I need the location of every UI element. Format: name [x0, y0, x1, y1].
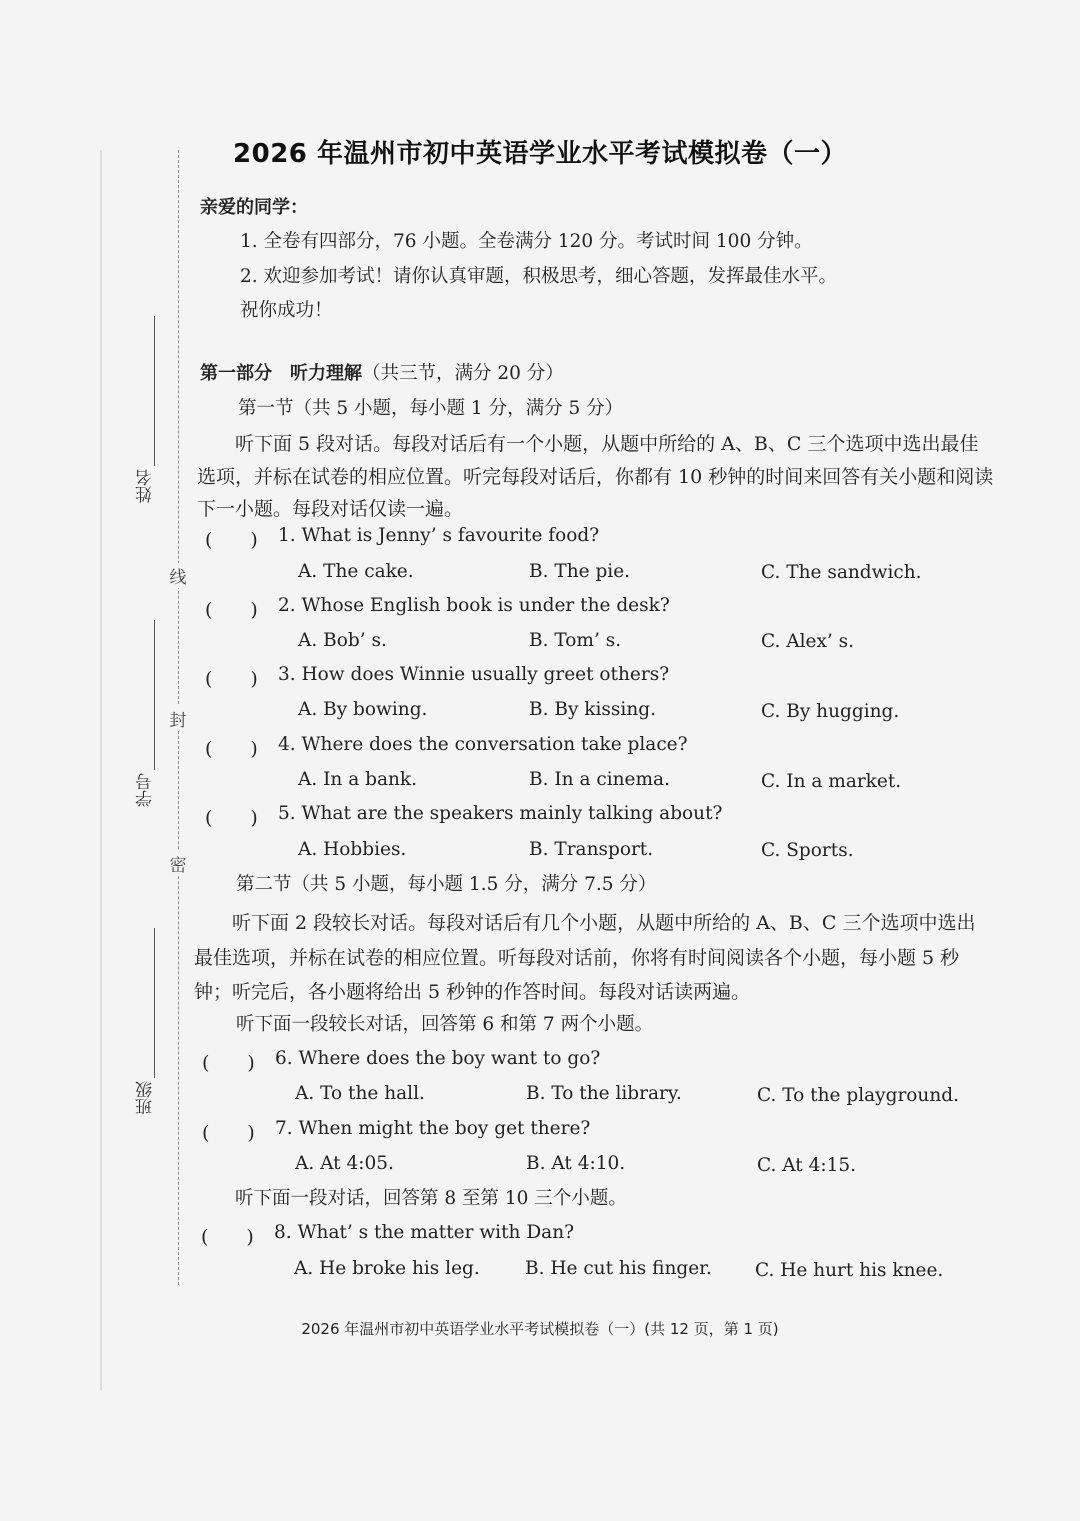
intro-line-3: 祝你成功！	[240, 300, 333, 321]
part1-heading-note: （共三节，满分 20 分）	[362, 363, 564, 384]
q2-option-a: A. Bob’ s.	[298, 630, 387, 651]
greeting: 亲爱的同学：	[200, 197, 308, 218]
answer-paren-8[interactable]: ( )	[201, 1226, 254, 1248]
q6-option-a: A. To the hall.	[295, 1083, 425, 1104]
q1-option-a: A. The cake.	[298, 561, 414, 582]
section2-title: 第二节（共 5 小题，每小题 1.5 分，满分 7.5 分）	[236, 874, 657, 895]
part1-heading-row	[200, 362, 564, 386]
q1-option-c: C. The sandwich.	[761, 562, 922, 583]
q8-option-b: B. He cut his finger.	[525, 1258, 712, 1279]
q3-option-c: C. By hugging.	[761, 701, 900, 722]
gutter-mark-line: 线	[168, 563, 188, 588]
q7-option-b: B. At 4:10.	[526, 1153, 626, 1174]
exam-title: 2026 年温州市初中英语学业水平考试模拟卷（一）	[233, 139, 847, 169]
q5-option-b: B. Transport.	[529, 839, 654, 860]
question-2: 2. Whose English book is under the desk?	[278, 595, 670, 616]
question-8: 8. What’ s the matter with Dan?	[274, 1222, 575, 1243]
dialog2-intro: 听下面一段对话，回答第 8 至第 10 三个小题。	[235, 1188, 627, 1209]
answer-paren-4[interactable]: ( )	[205, 738, 258, 760]
question-5: 5. What are the speakers mainly talking about?	[278, 803, 723, 824]
part1-heading: 第一部分 听力理解	[200, 363, 362, 384]
q6-option-b: B. To the library.	[526, 1083, 682, 1104]
q1-option-b: B. The pie.	[529, 561, 631, 582]
class-blank-line	[154, 928, 155, 1078]
section1-title: 第一节（共 5 小题，每小题 1 分，满分 5 分）	[238, 398, 624, 419]
name-blank-line	[154, 316, 155, 466]
question-6: 6. Where does the boy want to go?	[275, 1048, 601, 1069]
answer-paren-5[interactable]: ( )	[205, 807, 258, 829]
q3-option-a: A. By bowing.	[298, 699, 428, 720]
question-3: 3. How does Winnie usually greet others?	[278, 664, 670, 685]
intro-line-2: 2. 欢迎参加考试！请你认真审题，积极思考，细心答题，发挥最佳水平。	[240, 266, 838, 287]
class-label: 班级	[136, 1081, 156, 1115]
answer-paren-6[interactable]: ( )	[202, 1052, 255, 1074]
name-label: 姓名	[136, 469, 156, 503]
student-id-blank-line	[154, 620, 155, 770]
q5-option-c: C. Sports.	[761, 840, 854, 861]
q8-option-c: C. He hurt his knee.	[755, 1260, 944, 1281]
q4-option-a: A. In a bank.	[298, 769, 418, 790]
section2-instructions: 听下面 2 段较长对话。每段对话后有几个小题，从题中所给的 A、B、C 三个选项中选出最佳选项，并标在试卷的相应位置。听每段对话前，你将有时间阅读各个小题，每小题 5 秒钟；听完后，各小题将给出 5 秒钟的作答时间。每段对话读两遍。	[194, 912, 976, 1003]
q2-option-c: C. Alex’ s.	[761, 631, 855, 652]
q5-option-a: A. Hobbies.	[298, 839, 407, 860]
answer-paren-3[interactable]: ( )	[205, 668, 258, 690]
q2-option-b: B. Tom’ s.	[529, 630, 622, 651]
gutter-mark-seal: 封	[168, 706, 188, 731]
student-id-label: 学号	[136, 773, 156, 807]
question-7: 7. When might the boy get there?	[275, 1118, 591, 1139]
q4-option-c: C. In a market.	[761, 771, 902, 792]
answer-paren-1[interactable]: ( )	[205, 529, 258, 551]
intro-line-1: 1. 全卷有四部分，76 小题。全卷满分 120 分。考试时间 100 分钟。	[240, 231, 813, 252]
q6-option-c: C. To the playground.	[757, 1085, 959, 1106]
question-4: 4. Where does the conversation take place?	[278, 734, 688, 755]
question-1: 1. What is Jenny’ s favourite food?	[278, 525, 600, 546]
answer-paren-7[interactable]: ( )	[202, 1122, 255, 1144]
q7-option-c: C. At 4:15.	[757, 1155, 857, 1176]
gutter-mark-secret: 密	[168, 851, 188, 876]
q7-option-a: A. At 4:05.	[295, 1153, 394, 1174]
dialog1-intro: 听下面一段较长对话，回答第 6 和第 7 两个小题。	[236, 1014, 654, 1035]
section1-instructions: 听下面 5 段对话。每段对话后有一个小题，从题中所给的 A、B、C 三个选项中选出最佳选项，并标在试卷的相应位置。听完每段对话后，你都有 10 秒钟的时间来回答有关小题和阅读下一小题。每段对话仅读一遍。	[197, 433, 994, 520]
scan-edge-shadow	[100, 150, 102, 1390]
page-footer: 2026 年温州市初中英语学业水平考试模拟卷（一）(共 12 页，第 1 页)	[301, 1320, 779, 1338]
q3-option-b: B. By kissing.	[529, 699, 656, 720]
q4-option-b: B. In a cinema.	[529, 769, 670, 790]
q8-option-a: A. He broke his leg.	[294, 1258, 480, 1279]
answer-paren-2[interactable]: ( )	[205, 599, 258, 621]
